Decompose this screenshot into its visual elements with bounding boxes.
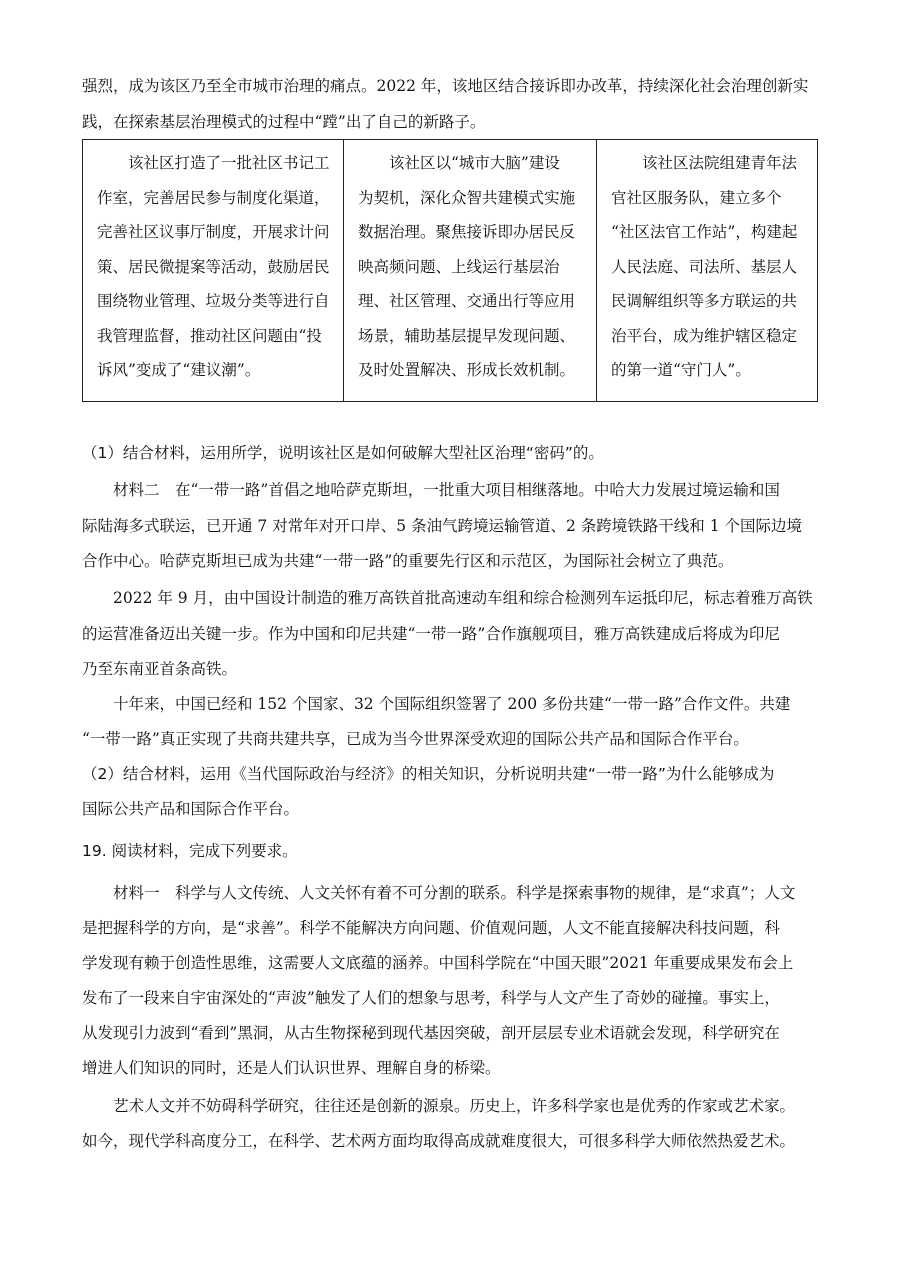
question-2-line: （2）结合材料，运用《当代国际政治与经济》的相关知识，分析说明共建“一带一路”为什么能够成为 bbox=[82, 765, 775, 783]
question-2-line: 国际公共产品和国际合作平台。 bbox=[82, 800, 300, 818]
table-cell-line: 我管理监督，推动社区问题由“投 bbox=[97, 326, 322, 345]
material2-line: 际陆海多式联运，已开通 7 对常年对开口岸、5 条油气跨境运输管道、2 条跨境铁路干线和 1 个国际边境 bbox=[82, 517, 803, 535]
material2-line: 材料二 在“一带一路”首倡之地哈萨克斯坦，一批重大项目相继落地。中哈大力发展过境运输和国 bbox=[82, 481, 780, 499]
table-cell-line: 理、社区管理、交通出行等应用 bbox=[358, 292, 576, 310]
table-cell-community-court bbox=[597, 140, 818, 402]
material19-line: 学发现有赖于创造性思维，这需要人文底蕴的涵养。中国科学院在“中国天眼”2021 年重要成果发布会上 bbox=[82, 954, 794, 972]
table-cell-line: 官社区服务队，建立多个 bbox=[611, 188, 782, 207]
material19-line: 如今，现代学科高度分工，在科学、艺术两方面均取得高成就难度很大，可很多科学大师依然热爱艺术。 bbox=[82, 1132, 796, 1150]
table-cell-line: 为契机，深化众智共建模式实施 bbox=[358, 188, 576, 207]
material2-line: 的运营准备迈出关键一步。作为中国和印尼共建“一带一路”合作旗舰项目，雅万高铁建成后将成为印尼 bbox=[82, 625, 780, 643]
table-cell-line: 场景，辅助基层提早发现问题、 bbox=[358, 326, 576, 345]
material2-line: 合作中心。哈萨克斯坦已成为共建“一带一路”的重要先行区和示范区，为国际社会树立了典范。 bbox=[82, 552, 734, 570]
material2-line: 乃至东南亚首条高铁。 bbox=[82, 660, 238, 678]
table-cell-line: 民调解组织等多方联运的共 bbox=[611, 292, 798, 310]
material2-line: “一带一路”真正实现了共商共建共享，已成为当今世界深受欢迎的国际公共产品和国际合作平台。 bbox=[82, 730, 749, 748]
question-19-heading: 19. 阅读材料，完成下列要求。 bbox=[82, 842, 298, 860]
table-cell-line: 治平台，成为维护辖区稳定 bbox=[611, 326, 798, 345]
material-table bbox=[82, 139, 818, 402]
material2-line: 十年来，中国已经和 152 个国家、32 个国际组织签署了 200 多份共建“一带一路”合作文件。共建 bbox=[82, 695, 791, 713]
table-cell-line: 的第一道“守门人”。 bbox=[611, 361, 751, 379]
material19-line: 材料一 科学与人文传统、人文关怀有着不可分割的联系。科学是探索事物的规律，是“求真”；人文 bbox=[82, 884, 796, 902]
table-cell-line: 策、居民微提案等活动，鼓励居民 bbox=[97, 257, 330, 276]
material2-line: 2022 年 9 月，由中国设计制造的雅万高铁首批高速动车组和综合检测列车运抵印尼，标志着雅万高铁 bbox=[82, 589, 813, 607]
table-cell-line: “社区法官工作站”，构建起 bbox=[611, 223, 798, 241]
table-cell-line: 诉风”变成了“建议潮”。 bbox=[97, 361, 261, 379]
table-cell-secretary-studio bbox=[83, 140, 344, 402]
table-cell-line: 数据治理。聚焦接诉即办居民反 bbox=[358, 223, 576, 241]
material19-line: 从发现引力波到“看到”黑洞，从古生物探秘到现代基因突破，剖开层层专业术语就会发现，科学研究在 bbox=[82, 1024, 780, 1042]
question-1: （1）结合材料，运用所学，说明该社区是如何破解大型社区治理“密码”的。 bbox=[82, 444, 604, 462]
table-cell-line: 该社区以“城市大脑”建设 bbox=[358, 154, 560, 172]
intro-line-2: 践，在探索基层治理模式的过程中“蹚”出了自己的新路子。 bbox=[82, 113, 486, 131]
material19-line: 是把握科学的方向，是“求善”。科学不能解决方向问题、价值观问题，人文不能直接解决科技问题，科 bbox=[82, 919, 780, 937]
table-cell-line: 及时处置解决、形成长效机制。 bbox=[358, 361, 576, 379]
table-cell-line: 作室，完善居民参与制度化渠道， bbox=[97, 188, 330, 207]
table-cell-line: 该社区打造了一批社区书记工 bbox=[97, 154, 330, 172]
table-cell-city-brain bbox=[344, 140, 597, 402]
material19-line: 发布了一段来自宇宙深处的“声波”触发了人们的想象与思考，科学与人文产生了奇妙的碰撞。事实上， bbox=[82, 989, 780, 1007]
table-cell-line: 该社区法院组建青年法 bbox=[611, 154, 798, 172]
material19-line: 增进人们知识的同时，还是人们认识世界、理解自身的桥梁。 bbox=[82, 1059, 501, 1077]
intro-line-1: 强烈，成为该区乃至全市城市治理的痛点。2022 年，该地区结合接诉即办改革，持续深化社会治理创新实 bbox=[82, 77, 809, 95]
table-cell-line: 人民法庭、司法所、基层人 bbox=[611, 257, 798, 276]
table-cell-line: 完善社区议事厅制度，开展求计问 bbox=[97, 223, 330, 241]
material19-line: 艺术人文并不妨碍科学研究，往往还是创新的源泉。历史上，许多科学家也是优秀的作家或艺术家。 bbox=[82, 1097, 796, 1115]
table-cell-line: 围绕物业管理、垃圾分类等进行自 bbox=[97, 292, 330, 310]
table-cell-line: 映高频问题、上线运行基层治 bbox=[358, 257, 560, 276]
